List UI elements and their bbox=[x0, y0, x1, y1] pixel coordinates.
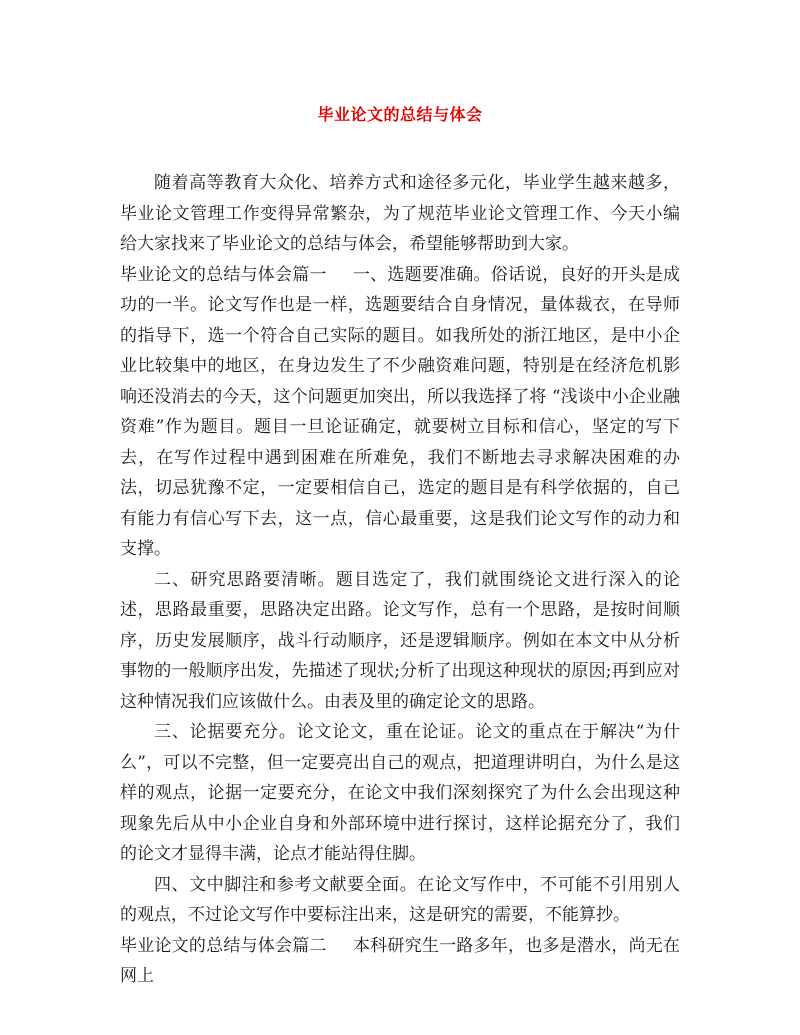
paragraph-text: 三、论据要充分。论文论文，重在论证。论文的重点在于解决“为什么”，可以不完整，但一定要亮出自己的观点，把道理讲明白，为什么是这样的观点，论据一定要充分，在论文中我们深刻探究了为什么会出现这种现象先后从中小企业自身和外部环境中进行探讨，这样论据充分了，我们的论文才显得丰满，论点才能站得住脚。 bbox=[120, 722, 680, 864]
section-two-paragraph bbox=[120, 931, 680, 992]
point-three-paragraph bbox=[120, 717, 680, 870]
paragraph-text: 本科研究生一路多年，也多是潜水，尚无在网上 bbox=[120, 935, 681, 986]
document-title: 毕业论文的总结与体会 bbox=[317, 105, 483, 124]
section-heading: 毕业论文的总结与体会篇二 bbox=[120, 935, 327, 956]
section-one-paragraph bbox=[120, 260, 680, 565]
point-four-paragraph bbox=[120, 870, 680, 931]
paragraph-text: 随着高等教育大众化、培养方式和途径多元化，毕业学生越来越多，毕业论文管理工作变得异常繁杂，为了规范毕业论文管理工作、今天小编给大家找来了毕业论文的总结与体会，希望能够帮助到大家。 bbox=[120, 173, 680, 254]
point-two-paragraph bbox=[120, 565, 680, 718]
section-heading: 毕业论文的总结与体会篇一 bbox=[120, 264, 327, 285]
paragraph-text: 四、文中脚注和参考文献要全面。在论文写作中，不可能不引用别人的观点，不过论文写作中要标注出来，这是研究的需要，不能算抄。 bbox=[120, 874, 680, 925]
document-body bbox=[120, 168, 680, 992]
paragraph-text: 二、研究思路要清晰。题目选定了，我们就围绕论文进行深入的论述，思路最重要，思路决定出路。论文写作，总有一个思路，是按时间顺序，历史发展顺序，战斗行动顺序，还是逻辑顺序。例如在本文中从分析事物的一般顺序出发，先描述了现状;分析了出现这种现状的原因;再到应对这种情况我们应该做什么。由表及里的确定论文的思路。 bbox=[120, 569, 680, 712]
intro-paragraph bbox=[120, 168, 680, 260]
paragraph-text: 一、选题要准确。俗话说，良好的开头是成功的一半。论文写作也是一样，选题要结合自身情况，量体裁衣，在导师的指导下，选一个符合自己实际的题目。如我所处的浙江地区，是中小企业比较集中的地区，在身边发生了不少融资难问题，特别是在经济危机影响还没消去的今天，这个问题更加突出，所以我选择了将 “浅谈中小企业融资难”作为题目。题目一旦论证确定，就要树立目标和信心，坚定的写下去，在写作过程中遇到困难在所难免，我们不断地去寻求解决困难的办法，切忌犹豫不定，一定要相信自己，选定的题目是有科学依据的，自己有能力有信心写下去，这一点，信心最重要，这是我们论文写作的动力和支撑。 bbox=[120, 264, 681, 559]
